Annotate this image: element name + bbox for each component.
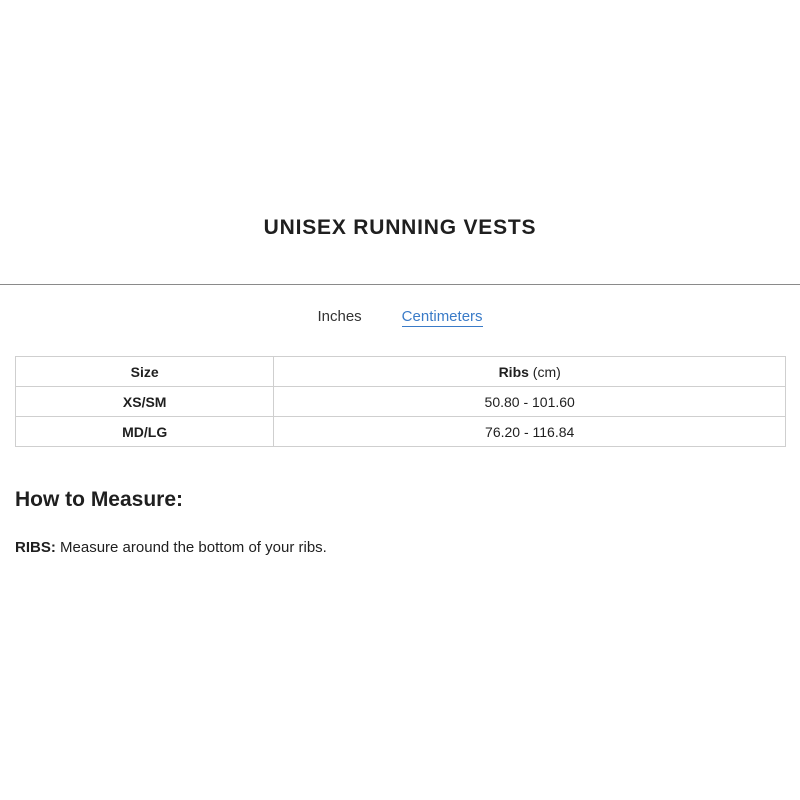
measure-instruction [15,539,327,556]
size-chart-table [15,356,786,447]
size-cell: XS/SM [16,387,274,417]
table-header-row [16,357,786,387]
table-row [16,417,786,447]
unit-toggle [0,308,800,327]
header-size: Size [16,357,274,387]
table-row [16,387,786,417]
measure-description: Measure around the bottom of your ribs. [60,539,327,556]
how-to-measure-heading: How to Measure: [15,488,184,511]
header-ribs-label: Ribs [498,363,529,380]
header-ribs-unit: (cm) [532,363,561,380]
header-ribs [274,357,786,387]
page-title: UNISEX RUNNING VESTS [263,216,537,239]
measure-label: RIBS: [15,539,56,556]
ribs-cell: 50.80 - 101.60 [274,387,786,417]
tab-inches[interactable]: Inches [317,308,362,325]
tab-centimeters[interactable]: Centimeters [401,308,483,325]
ribs-cell: 76.20 - 116.84 [274,417,786,447]
header-divider [0,284,800,285]
size-cell: MD/LG [16,417,274,447]
